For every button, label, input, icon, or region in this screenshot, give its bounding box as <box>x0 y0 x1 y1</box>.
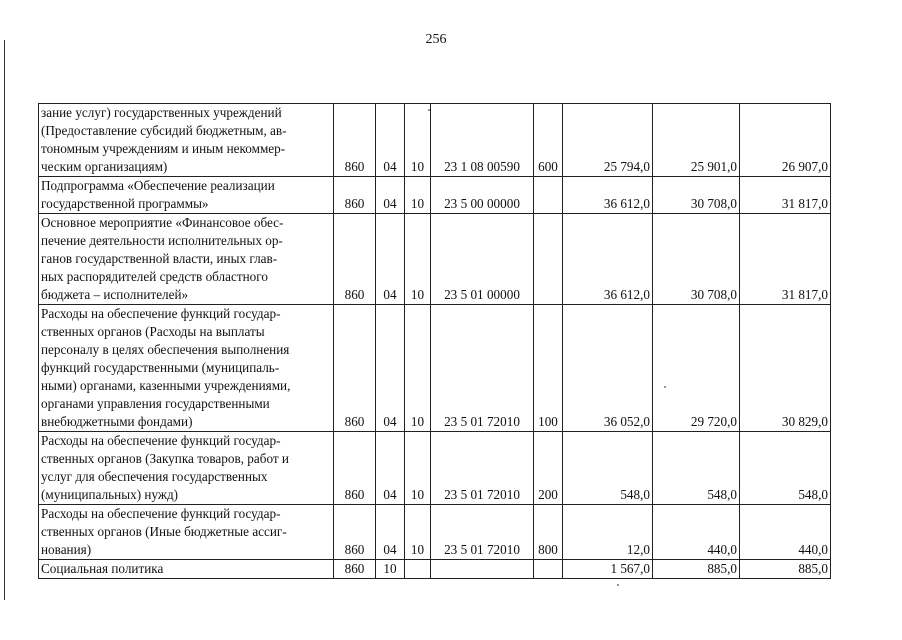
expense-type-cell <box>534 214 563 305</box>
row-name-line: печение деятельности исполнительных ор- <box>41 233 283 248</box>
table-row <box>39 214 831 305</box>
table-row <box>39 104 831 177</box>
section-code-cell: 04 <box>376 177 405 214</box>
subsection-code-cell: 10 <box>405 104 431 177</box>
subsection-code-cell: 10 <box>405 214 431 305</box>
row-name-line: государственной программы» <box>41 196 209 211</box>
target-article-cell: 23 1 08 00590 <box>431 104 534 177</box>
target-article-cell: 23 5 00 00000 <box>431 177 534 214</box>
amount-cell-1: 548,0 <box>563 432 653 505</box>
row-name-line: нования) <box>41 542 92 557</box>
amount-cell-2: 548,0 <box>653 432 740 505</box>
row-name-line: ганов государственной власти, иных глав- <box>41 251 278 266</box>
table-row <box>39 432 831 505</box>
subsection-code-cell: 10 <box>405 177 431 214</box>
table-row <box>39 560 831 579</box>
expense-type-cell: 200 <box>534 432 563 505</box>
section-code-cell: 04 <box>376 305 405 432</box>
page-number: 256 <box>425 32 447 47</box>
row-name-line: услуг для обеспечения государственных <box>41 469 268 484</box>
row-name-cell <box>39 177 334 214</box>
row-name-cell <box>39 104 334 177</box>
row-name-line: Подпрограмма «Обеспечение реализации <box>41 178 275 193</box>
scan-speck <box>664 386 666 388</box>
amount-cell-1: 36 612,0 <box>563 214 653 305</box>
row-name-line: функций государственными (муниципаль- <box>41 360 280 375</box>
section-code-cell: 10 <box>376 560 405 579</box>
expense-type-cell: 100 <box>534 305 563 432</box>
amount-cell-1: 36 612,0 <box>563 177 653 214</box>
amount-cell-2: 30 708,0 <box>653 214 740 305</box>
amount-cell-2: 885,0 <box>653 560 740 579</box>
subsection-code-cell: 10 <box>405 432 431 505</box>
target-article-cell: 23 5 01 00000 <box>431 214 534 305</box>
expense-type-cell: 800 <box>534 505 563 560</box>
amount-cell-2: 25 901,0 <box>653 104 740 177</box>
subsection-code-cell: 10 <box>405 305 431 432</box>
table-row <box>39 177 831 214</box>
subsection-code-cell: 10 <box>405 505 431 560</box>
expense-type-cell: 600 <box>534 104 563 177</box>
target-article-cell: 23 5 01 72010 <box>431 505 534 560</box>
row-name-line: персоналу в целях обеспечения выполнения <box>41 342 290 357</box>
table-row <box>39 505 831 560</box>
row-name-line: ческим организациям) <box>41 159 168 174</box>
target-article-cell: 23 5 01 72010 <box>431 432 534 505</box>
table-row <box>39 305 831 432</box>
row-name-line: ственных органов (Расходы на выплаты <box>41 324 265 339</box>
amount-cell-2: 30 708,0 <box>653 177 740 214</box>
section-code-cell: 04 <box>376 104 405 177</box>
row-name-line: (Предоставление субсидий бюджетным, ав- <box>41 123 287 138</box>
amount-cell-2: 29 720,0 <box>653 305 740 432</box>
expense-type-cell <box>534 560 563 579</box>
section-code-cell: 04 <box>376 214 405 305</box>
amount-cell-1: 36 052,0 <box>563 305 653 432</box>
page-left-edge-line <box>4 40 5 600</box>
ministry-code-cell: 860 <box>334 560 376 579</box>
row-name-line: органами управления государственными <box>41 396 270 411</box>
amount-cell-3: 440,0 <box>740 505 831 560</box>
amount-cell-1: 25 794,0 <box>563 104 653 177</box>
ministry-code-cell: 860 <box>334 305 376 432</box>
row-name-cell <box>39 214 334 305</box>
row-name-line: внебюджетными фондами) <box>41 414 193 429</box>
amount-cell-2: 440,0 <box>653 505 740 560</box>
row-name-cell <box>39 505 334 560</box>
row-name-line: Расходы на обеспечение функций государ- <box>41 306 281 321</box>
row-name-line: (муниципальных) нужд) <box>41 487 179 502</box>
row-name-line: Расходы на обеспечение функций государ- <box>41 433 281 448</box>
row-name-line: бюджета – исполнителей» <box>41 287 189 302</box>
row-name-cell <box>39 432 334 505</box>
amount-cell-3: 885,0 <box>740 560 831 579</box>
expense-type-cell <box>534 177 563 214</box>
amount-cell-3: 31 817,0 <box>740 214 831 305</box>
row-name-line: тономным учреждениям и иным некоммер- <box>41 141 286 156</box>
row-name-line: зание услуг) государственных учреждений <box>41 105 282 120</box>
row-name-cell <box>39 560 334 579</box>
scan-speck <box>617 584 619 586</box>
ministry-code-cell: 860 <box>334 177 376 214</box>
row-name-line: ных распорядителей средств областного <box>41 269 268 284</box>
subsection-code-cell <box>405 560 431 579</box>
target-article-cell: 23 5 01 72010 <box>431 305 534 432</box>
target-article-cell <box>431 560 534 579</box>
amount-cell-1: 12,0 <box>563 505 653 560</box>
row-name-line: ственных органов (Иные бюджетные ассиг- <box>41 524 287 539</box>
row-name-line: ственных органов (Закупка товаров, работ и <box>41 451 289 466</box>
amount-cell-3: 26 907,0 <box>740 104 831 177</box>
row-name-cell <box>39 305 334 432</box>
row-name-line: Расходы на обеспечение функций государ- <box>41 506 281 521</box>
row-name-line: Социальная политика <box>41 561 164 576</box>
amount-cell-3: 30 829,0 <box>740 305 831 432</box>
section-code-cell: 04 <box>376 505 405 560</box>
budget-table <box>38 103 831 579</box>
amount-cell-3: 548,0 <box>740 432 831 505</box>
ministry-code-cell: 860 <box>334 432 376 505</box>
budget-table-body <box>39 104 831 579</box>
amount-cell-3: 31 817,0 <box>740 177 831 214</box>
ministry-code-cell: 860 <box>334 214 376 305</box>
ministry-code-cell: 860 <box>334 104 376 177</box>
row-name-line: ными) органами, казенными учреждениями, <box>41 378 291 393</box>
ministry-code-cell: 860 <box>334 505 376 560</box>
section-code-cell: 04 <box>376 432 405 505</box>
amount-cell-1: 1 567,0 <box>563 560 653 579</box>
row-name-line: Основное мероприятие «Финансовое обес- <box>41 215 284 230</box>
scan-speck <box>428 109 430 111</box>
